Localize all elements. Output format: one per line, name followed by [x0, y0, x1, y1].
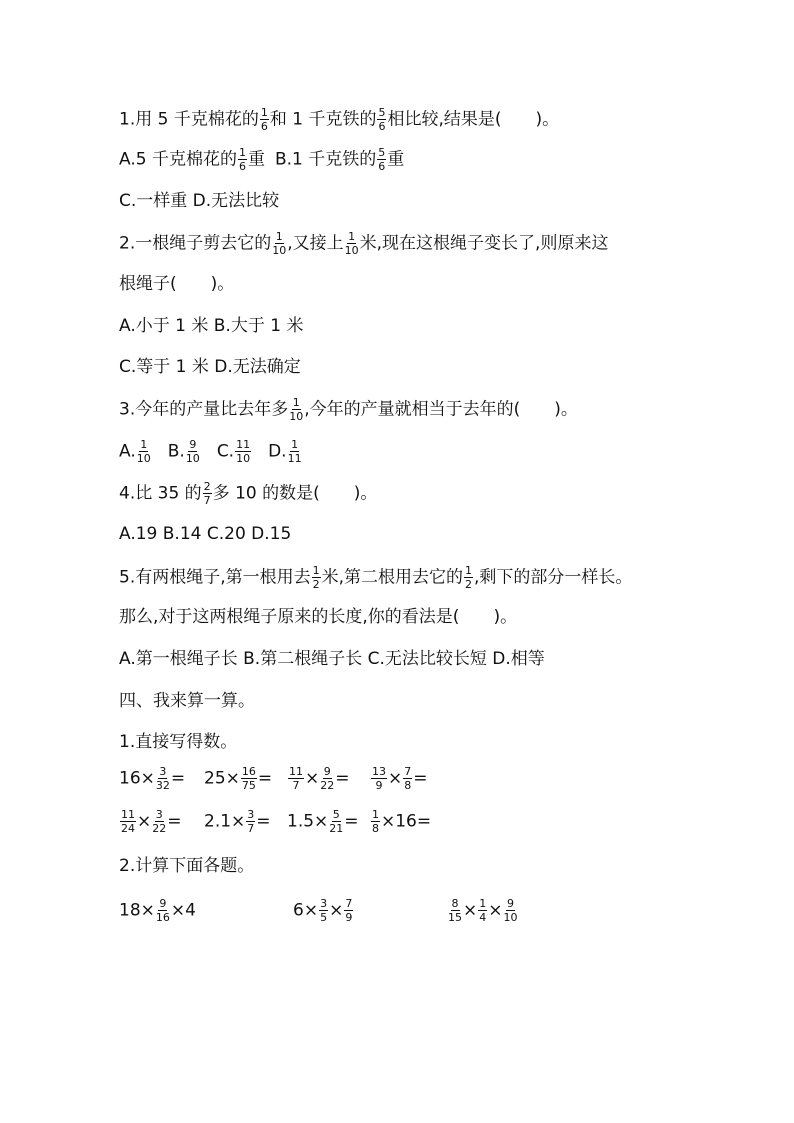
- calc-text: 25×: [204, 768, 240, 789]
- numerator: 1: [292, 396, 300, 409]
- calc-item: [447, 898, 519, 923]
- numerator: 3: [247, 808, 255, 821]
- numerator: 5: [332, 808, 340, 821]
- calc-item: [287, 809, 359, 834]
- equals: =: [335, 768, 350, 789]
- fraction: [344, 898, 353, 923]
- fraction: [448, 898, 462, 923]
- fraction: [320, 766, 334, 791]
- fraction: [260, 107, 269, 132]
- numerator: 11: [121, 808, 135, 821]
- numerator: 16: [241, 765, 256, 778]
- denominator: 15: [448, 911, 462, 924]
- calc-text: ×: [329, 900, 344, 921]
- option-label: D.: [268, 441, 287, 462]
- q5-text-b: 米,第二根用去它的: [321, 567, 464, 588]
- denominator: 10: [289, 410, 304, 423]
- numerator: 1: [140, 438, 148, 451]
- q2-text-a: 2.一根绳子剪去它的: [119, 233, 272, 254]
- q3-text-b: ,今年的产量就相当于去年的(: [304, 399, 521, 420]
- denominator: 24: [121, 822, 135, 835]
- numerator: 9: [189, 438, 197, 451]
- denominator: 10: [503, 911, 518, 924]
- fraction: [312, 565, 321, 590]
- fraction: [152, 809, 166, 834]
- calc-text: 18×: [119, 900, 155, 921]
- section-4-title: 四、我来算一算。: [119, 691, 255, 711]
- numerator: 13: [372, 765, 386, 778]
- calc-item: [119, 809, 182, 834]
- calc-text: ×: [137, 811, 152, 832]
- q3-text-a: 3.今年的产量比去年多: [119, 399, 289, 420]
- numerator: 3: [320, 897, 328, 910]
- fraction: [377, 107, 386, 132]
- fraction: [319, 898, 328, 923]
- denominator: 7: [247, 822, 255, 835]
- q5-text-e: )。: [493, 607, 518, 627]
- denominator: 9: [345, 911, 353, 924]
- question-4-stem: [119, 481, 377, 506]
- q5-text-c: ,剩下的部分一样长。: [474, 567, 633, 588]
- question-1-stem: [119, 107, 559, 132]
- denominator: 6: [378, 120, 386, 133]
- calc-text: ×: [463, 900, 478, 921]
- denominator: 5: [320, 911, 328, 924]
- denominator: 11: [287, 452, 302, 465]
- numerator: 7: [404, 765, 412, 778]
- q4-text-c: )。: [353, 483, 378, 504]
- denominator: 32: [155, 779, 170, 792]
- question-2-options-a-b: A.小于 1 米 B.大于 1 米: [119, 316, 304, 336]
- numerator: 1: [260, 106, 268, 119]
- denominator: 16: [155, 911, 170, 924]
- section-4-sub1: 1.直接写得数。: [119, 732, 238, 752]
- q1-text-b: 和 1 千克铁的: [269, 109, 377, 130]
- denominator: 21: [329, 822, 344, 835]
- denominator: 9: [375, 779, 383, 792]
- numerator: 1: [465, 564, 473, 577]
- numerator: 11: [236, 438, 251, 451]
- numerator: 1: [312, 564, 320, 577]
- question-1-options-a-b: [119, 147, 404, 172]
- fraction: [329, 809, 343, 834]
- numerator: 1: [238, 146, 246, 159]
- numerator: 8: [451, 897, 459, 910]
- calc-text: 2.1×: [204, 811, 246, 832]
- equals: =: [167, 811, 182, 832]
- denominator: 75: [241, 779, 256, 792]
- denominator: 10: [185, 452, 200, 465]
- denominator: 6: [378, 160, 386, 173]
- numerator: 1: [275, 230, 283, 243]
- option-a-suffix: 重: [247, 149, 265, 170]
- calc-item: [293, 898, 354, 923]
- fraction: [156, 898, 170, 923]
- fraction: [345, 231, 359, 256]
- q2-text-c: 米,现在这根绳子变长了,则原来这: [359, 233, 609, 254]
- q2-text-e: )。: [210, 274, 235, 294]
- equals: =: [256, 811, 271, 832]
- denominator: 2: [465, 578, 473, 591]
- fraction: [156, 766, 170, 791]
- calc-item: [119, 766, 185, 791]
- numerator: 9: [323, 765, 331, 778]
- denominator: 6: [260, 120, 268, 133]
- q1-text-c: 相比较,结果是(: [387, 109, 502, 130]
- fraction: [203, 481, 212, 506]
- denominator: 10: [236, 452, 251, 465]
- question-5-stem-cont: [119, 606, 517, 628]
- equals: =: [416, 811, 432, 832]
- calc-item: [370, 809, 431, 834]
- calc-text: 1.5×: [287, 811, 329, 832]
- numerator: 9: [159, 897, 167, 910]
- calc-text: ×: [305, 768, 320, 789]
- numerator: 1: [291, 438, 299, 451]
- fraction: [238, 147, 247, 172]
- q4-text-a: 4.比 35 的: [119, 483, 202, 504]
- denominator: 10: [272, 244, 287, 257]
- numerator: 2: [203, 480, 211, 493]
- question-1-options-c-d: C.一样重 D.无法比较: [119, 191, 280, 211]
- question-5-stem: [119, 565, 632, 590]
- q2-text-d: 根绳子(: [119, 274, 177, 294]
- fraction: [371, 809, 380, 834]
- option-b-text: B.1 千克铁的: [274, 149, 377, 170]
- question-2-options-c-d: C.等于 1 米 D.无法确定: [119, 357, 301, 377]
- fraction: [504, 898, 518, 923]
- calc-item: [204, 809, 271, 834]
- fraction: [288, 439, 302, 464]
- question-3-options: [119, 439, 303, 464]
- fraction: [246, 809, 255, 834]
- q5-text-d: 那么,对于这两根绳子原来的长度,你的看法是(: [119, 607, 460, 627]
- denominator: 10: [136, 452, 151, 465]
- fraction: [289, 397, 303, 422]
- fraction: [377, 147, 386, 172]
- equals: =: [257, 768, 273, 789]
- calc-text: ×: [388, 768, 403, 789]
- q1-text-d: )。: [535, 109, 560, 130]
- fraction: [137, 439, 151, 464]
- option-b-suffix: 重: [387, 149, 405, 170]
- fraction: [478, 898, 487, 923]
- calc-item: [370, 766, 428, 791]
- numerator: 1: [348, 230, 356, 243]
- denominator: 6: [238, 160, 246, 173]
- question-3-stem: [119, 397, 578, 422]
- option-label: A.: [119, 441, 136, 462]
- denominator: 8: [372, 822, 379, 835]
- fraction: [120, 809, 136, 834]
- numerator: 1: [479, 897, 487, 910]
- denominator: 22: [320, 779, 335, 792]
- q2-text-b: ,又接上: [287, 233, 344, 254]
- denominator: 2: [312, 578, 320, 591]
- fraction: [235, 439, 251, 464]
- fraction: [272, 231, 286, 256]
- question-4-options: A.19 B.14 C.20 D.15: [119, 524, 292, 544]
- fraction: [464, 565, 473, 590]
- calc-item: [204, 766, 272, 791]
- calc-text: 16×: [119, 768, 155, 789]
- denominator: 8: [404, 779, 412, 792]
- calc-item: [119, 898, 196, 923]
- equals: =: [344, 811, 359, 832]
- question-2-stem-cont: [119, 273, 234, 295]
- equals: =: [413, 768, 428, 789]
- denominator: 4: [479, 911, 487, 924]
- calc-text: ×4: [170, 900, 196, 921]
- fraction: [186, 439, 200, 464]
- denominator: 7: [292, 779, 300, 792]
- fraction: [403, 766, 412, 791]
- fraction: [371, 766, 387, 791]
- option-label: C.: [216, 441, 235, 462]
- q4-text-b: 多 10 的数是(: [212, 483, 320, 504]
- numerator: 3: [155, 808, 163, 821]
- question-5-options: A.第一根绳子长 B.第二根绳子长 C.无法比较长短 D.相等: [119, 649, 545, 669]
- calc-text: ×: [488, 900, 503, 921]
- fraction: [241, 766, 257, 791]
- numerator: 1: [372, 808, 379, 821]
- calc-text: 6×: [293, 900, 319, 921]
- q5-text-a: 5.有两根绳子,第一根用去: [119, 567, 311, 588]
- denominator: 22: [152, 822, 167, 835]
- denominator: 10: [344, 244, 359, 257]
- equals: =: [170, 768, 186, 789]
- numerator: 5: [378, 106, 386, 119]
- calc-item: [287, 766, 350, 791]
- numerator: 3: [159, 765, 167, 778]
- section-4-sub2: 2.计算下面各题。: [119, 856, 255, 876]
- option-label: B.: [167, 441, 185, 462]
- fraction: [288, 766, 304, 791]
- option-a-text: A.5 千克棉花的: [119, 149, 237, 170]
- q1-text-a: 1.用 5 千克棉花的: [119, 109, 259, 130]
- numerator: 7: [345, 897, 353, 910]
- denominator: 7: [203, 494, 211, 507]
- numerator: 11: [289, 765, 303, 778]
- q3-text-c: )。: [554, 399, 578, 420]
- numerator: 5: [378, 146, 386, 159]
- calc-text: ×16: [381, 811, 417, 832]
- numerator: 9: [507, 897, 514, 910]
- question-2-stem: [119, 231, 608, 256]
